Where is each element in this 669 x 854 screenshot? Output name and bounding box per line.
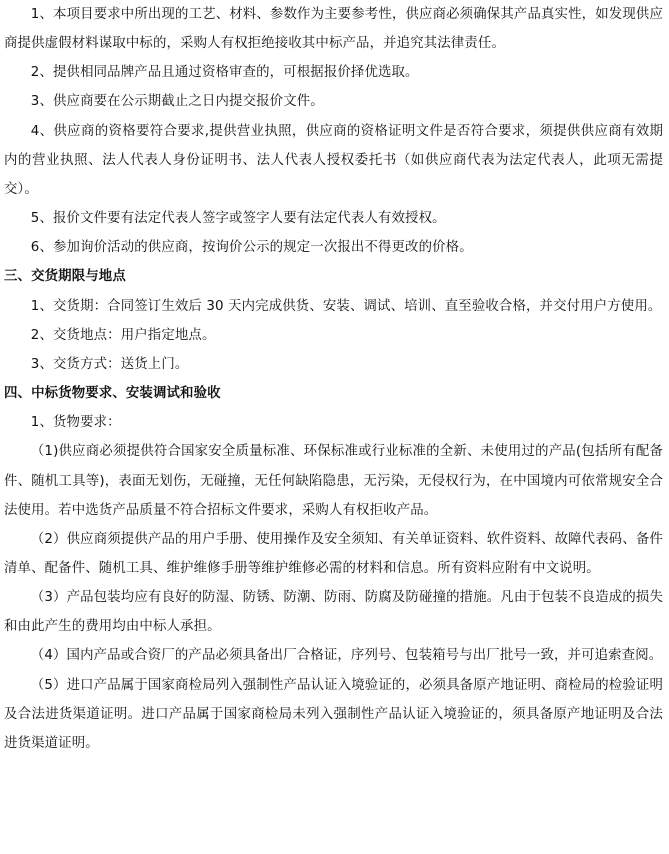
- paragraph-requirement-6: 6、参加询价活动的供应商，按询价公示的规定一次报出不得更改的价格。: [30, 240, 473, 256]
- paragraph-requirement-1: 1、本项目要求中所出现的工艺、材料、参数作为主要参考性，供应商必须确保其产品真实性，如发现供应商提供虚假材料谋取中标的，采购人有权拒绝接收其中标产品，并追究其法律责任。: [4, 7, 663, 52]
- paragraph-delivery-period: 1、交货期：合同签订生效后 30 天内完成供货、安装、调试、培训、直至验收合格，并交付用户方使用。: [30, 298, 662, 314]
- paragraph-delivery-location: 2、交货地点：用户指定地点。: [30, 327, 216, 343]
- paragraph-goods-requirement-1: （1)供应商必须提供符合国家安全质量标准、环保标准或行业标准的全新、未使用过的产品(包括所有配备件、随机工具等)，表面无划伤，无碰撞，无任何缺陷隐患，无污染，无侵权行为，在中国境内可依常规安全合法使用。若中选货产品质量不符合招标文件要求，采购人有权拒收产品。: [4, 444, 663, 518]
- document-body: [4, 0, 663, 758]
- paragraph-requirement-4: 4、供应商的资格要符合要求,提供营业执照，供应商的资格证明文件是否符合要求，须提供供应商有效期内的营业执照、法人代表人身份证明书、法人代表人授权委托书（如供应商代表为法定代表人，此项无需提交）。: [4, 123, 663, 197]
- section-heading-goods-requirements: 四、中标货物要求、安装调试和验收: [4, 385, 221, 402]
- section-heading-delivery: 三、交货期限与地点: [4, 268, 126, 285]
- paragraph-requirement-5: 5、报价文件要有法定代表人签字或签字人要有法定代表人有效授权。: [30, 211, 446, 227]
- paragraph-requirement-2: 2、提供相同品牌产品且通过资格审查的，可根据报价择优选取。: [30, 65, 419, 81]
- paragraph-goods-requirement-2: （2）供应商须提供产品的用户手册、使用操作及安全须知、有关单证资料、软件资料、故障代表码、备件清单、配备件、随机工具、维护维修手册等维护维修必需的材料和信息。所有资料应附有中文说明。: [4, 531, 663, 576]
- paragraph-goods-requirement-5: （5）进口产品属于国家商检局列入强制性产品认证入境验证的，必须具备原产地证明、商检局的检验证明及合法进货渠道证明。进口产品属于国家商检局未列入强制性产品认证入境验证的，须具备原产地证明及合法进货渠道证明。: [4, 677, 663, 751]
- paragraph-delivery-method: 3、交货方式：送货上门。: [30, 356, 189, 372]
- paragraph-goods-requirement-3: （3）产品包装均应有良好的防湿、防锈、防潮、防雨、防腐及防碰撞的措施。凡由于包装不良造成的损失和由此产生的费用均由中标人承担。: [4, 590, 663, 635]
- paragraph-goods-requirement-4: （4）国内产品或合资厂的产品必须具备出厂合格证，序列号、包装箱号与出厂批号一致，并可追索查阅。: [30, 648, 663, 664]
- paragraph-goods-requirements-title: 1、货物要求：: [30, 415, 121, 431]
- paragraph-requirement-3: 3、供应商要在公示期截止之日内提交报价文件。: [30, 94, 324, 110]
